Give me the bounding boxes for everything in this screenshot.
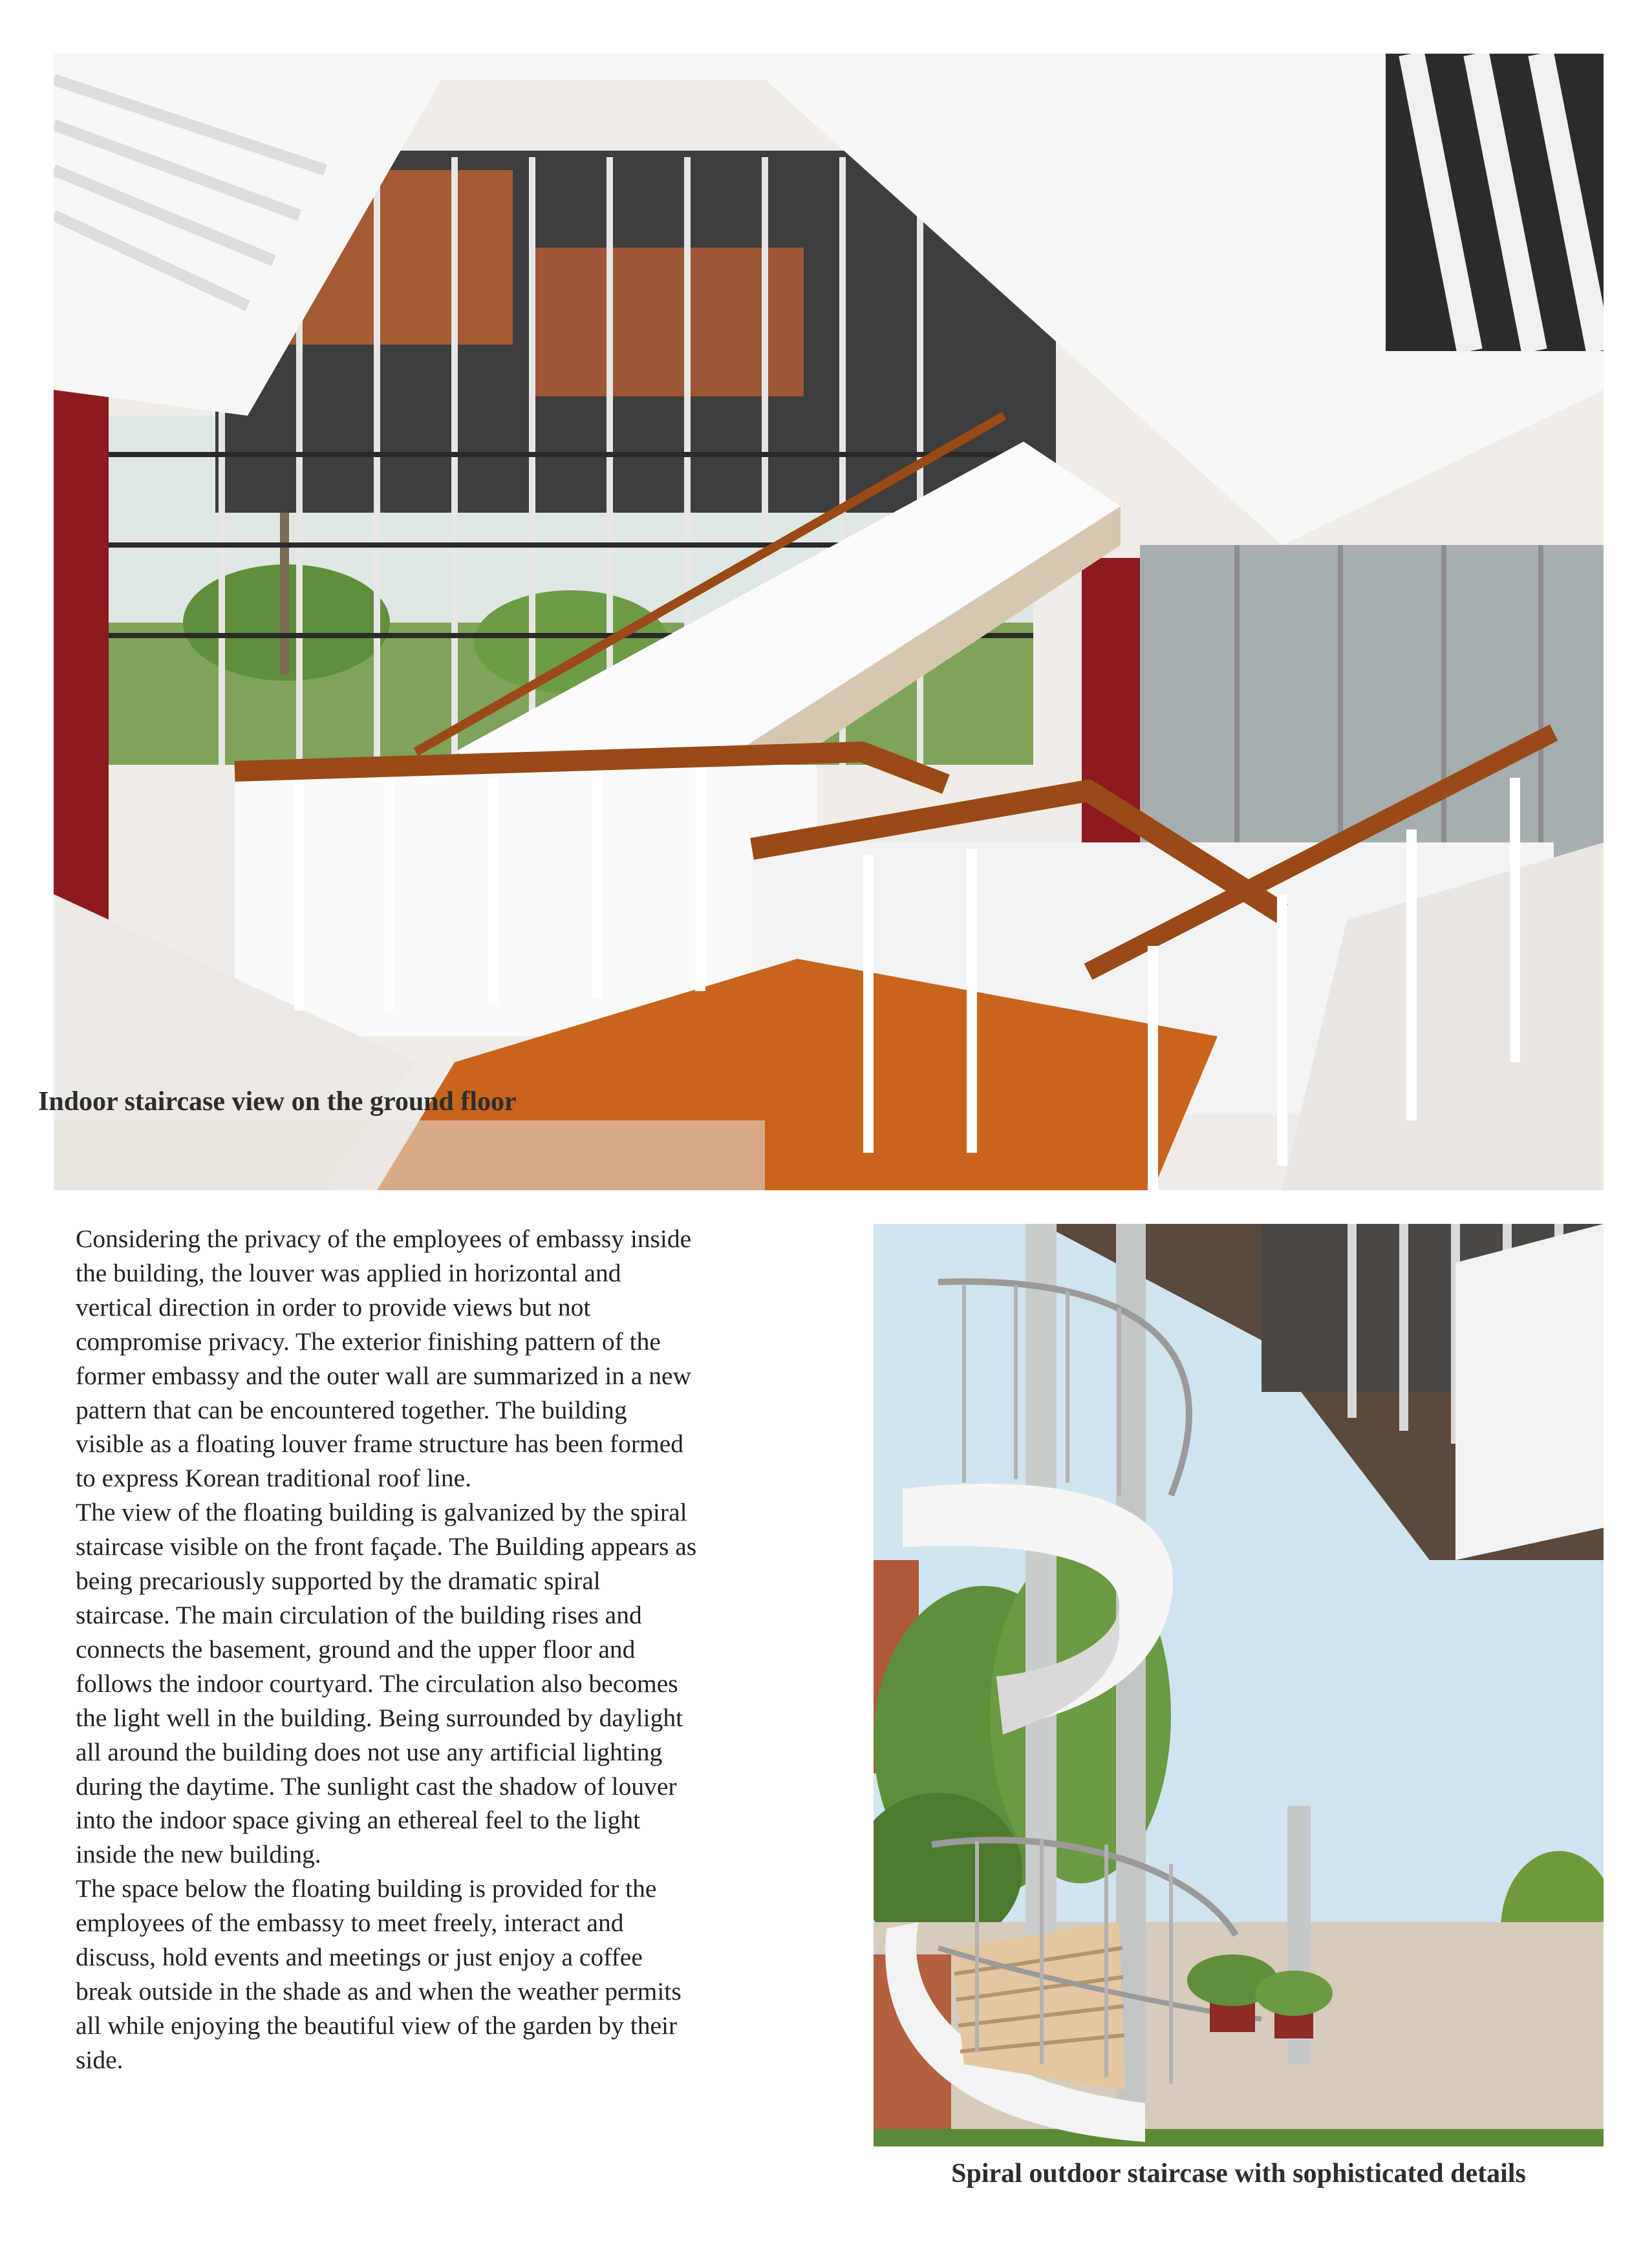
indoor-photo-caption: Indoor staircase view on the ground floor (38, 1087, 517, 1117)
article-body (76, 1222, 806, 2077)
spiral-staircase-photo (874, 1224, 1604, 2146)
indoor-staircase-illustration (54, 54, 1604, 1190)
article-paragraph-2: The view of the floating building is galvanized by the spiral staircase visible on the front façade. The Building appears as being precariously supported by the dramatic spiral staircase. The main circulation of the building rises and connects the basement, ground and the upper floor and follows the indoor courtyard. The circulation also becomes the light well in the building. Being surrounded by daylight all around the building does not use any artificial lighting during the daytime. The sunlight cast the shadow of louver into the indoor space giving an ethereal feel to the light inside the new building. (76, 1498, 697, 1869)
article-paragraph-1: Considering the privacy of the employees of embassy inside the building, the louver was applied in horizontal and vertical direction in order to provide views but not compromise privacy. The exterior finishing pattern of the former embassy and the outer wall are summarized in a new pattern that can be encountered together. The building visible as a floating louver frame structure has been formed to express Korean traditional roof line. (76, 1225, 692, 1493)
indoor-staircase-photo (54, 54, 1604, 1190)
spiral-photo-caption: Spiral outdoor staircase with sophisticated details (951, 2159, 1526, 2188)
article-paragraph-3: The space below the floating building is provided for the employees of the embassy to meet freely, interact and discuss, hold events and meetings or just enjoy a coffee break outside in the shade as and when the weather permits all while enjoying the beautiful view of the garden by their side. (76, 1874, 682, 2074)
spiral-staircase-illustration (874, 1224, 1604, 2146)
